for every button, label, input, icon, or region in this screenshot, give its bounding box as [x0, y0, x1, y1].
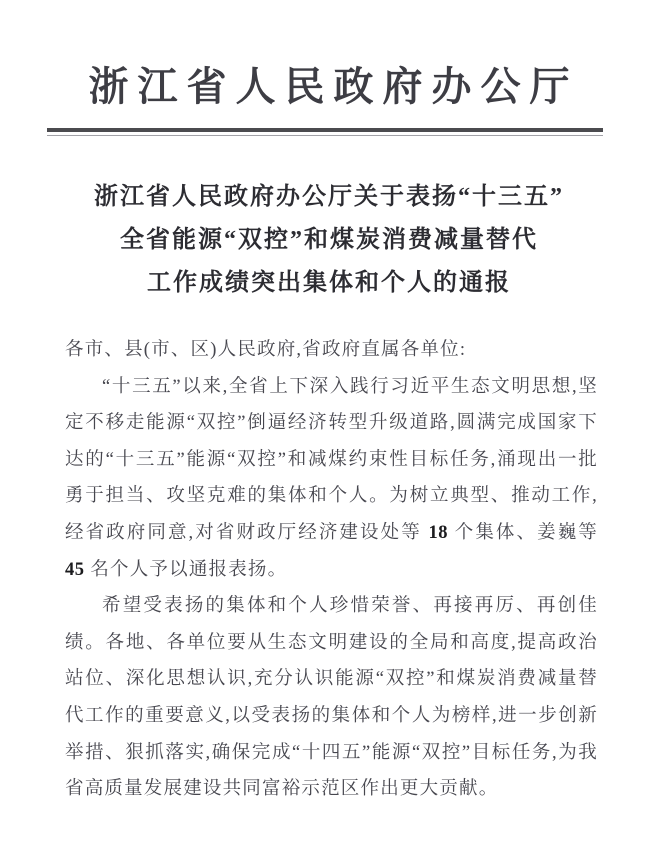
paragraph-commendation: [65, 369, 598, 589]
document-body: [65, 332, 598, 808]
document-title: [30, 176, 628, 305]
salutation-line: 各市、县(市、区)人民政府,省政府直属各单位:: [65, 340, 467, 360]
collectives-count: 18: [428, 522, 449, 543]
divider-thick-line: [47, 128, 603, 132]
title-line-3: 工作成绩突出集体和个人的通报: [147, 270, 511, 296]
divider-thin-line: [47, 135, 603, 136]
paragraph-text-segment: “十三五”以来,全省上下深入践行习近平生态文明思想,坚定不移走能源“双控”倒逼经济转型升级道路,圆满完成国家下达的“十三五”能源“双控”和减煤约束性目标任务,涌现出一批勇于担当、攻坚克难的集体和个人。为树立典型、推动工作,经省政府同意,对省财政厅经济建设处等: [65, 376, 598, 543]
paragraph-text-segment: 名个人予以通报表扬。: [84, 559, 288, 580]
title-line-1: 浙江省人民政府办公厅关于表扬“十三五”: [94, 184, 564, 210]
title-line-2: 全省能源“双控”和煤炭消费减量替代: [120, 227, 538, 253]
document-header: [0, 0, 658, 136]
paragraph-expectation: 希望受表扬的集体和个人珍惜荣誉、再接再厉、再创佳绩。各地、各单位要从生态文明建设的全局和高度,提高政治站位、深化思想认识,充分认识能源“双控”和煤炭消费减量替代工作的重要意义,以受表扬的集体和个人为榜样,进一步创新举措、狠抓落实,确保完成“十四五”能源“双控”目标任务,为我省高质量发展建设共同富裕示范区作出更大贡献。: [65, 596, 598, 800]
paragraph-text-segment: 个集体、姜巍等: [448, 522, 598, 543]
individuals-count: 45: [65, 559, 85, 580]
header-divider: [47, 128, 603, 136]
issuing-org-name: 浙江省人民政府办公厅: [88, 64, 579, 109]
